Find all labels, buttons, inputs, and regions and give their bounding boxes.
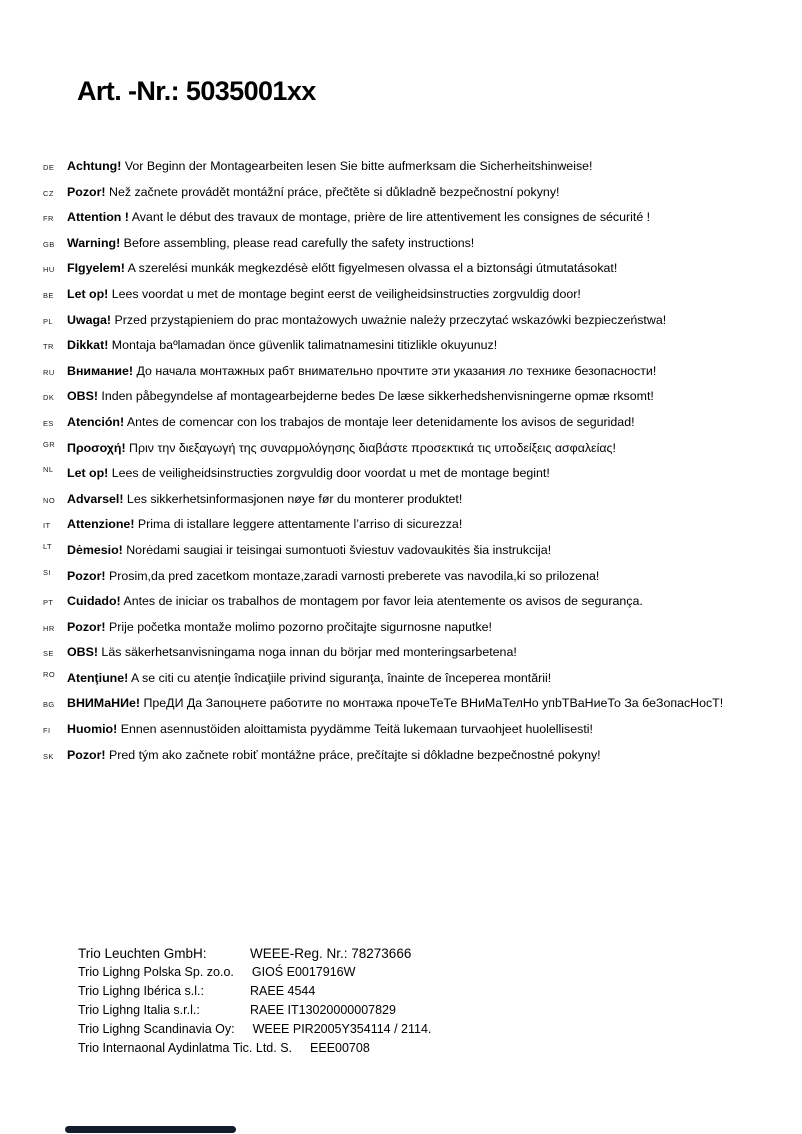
warning-row [0,594,802,620]
warning-text [67,492,462,506]
warning-body-text: Prije početka montaže molimo pozorno pročitajte sigurnosne naputke! [105,619,492,634]
warning-lead-word: Cuidado! [67,594,121,609]
language-code: TR [43,342,54,352]
warning-row [0,415,802,441]
language-code: FR [43,214,54,224]
warning-text [67,389,654,403]
warning-text [67,543,551,557]
footer-bar [65,1126,236,1133]
warning-text [67,338,497,352]
warning-lead-word: Warning! [67,235,121,250]
warning-body-text: Antes de iniciar os trabalhos de montagem por favor leia atentemente os avisos de segurança. [120,594,643,609]
warning-body-text: ПреДИ Да Запоцнете работите по монтажа прочеТеТе ВНиМаТелНо упbТВаНиеТо За беЗопасНосТ! [140,696,724,711]
language-code: ES [43,418,54,428]
company-row [78,982,431,1001]
warning-lead-word: OBS! [67,645,98,660]
company-name: Trio Lighng Polska Sp. zo.o. [78,965,234,979]
language-code: HU [43,265,55,275]
warning-row [0,261,802,287]
warning-lead-word: Pozor! [67,568,106,583]
language-code: LT [43,541,52,551]
warning-body-text: Avant le début des travaux de montage, prière de lire attentivement les consignes de sécurité ! [128,210,651,225]
warning-row [0,236,802,262]
company-name: Trio Lighng Italia s.r.l.: [78,1003,200,1017]
warning-body-text: Antes de comencar con los trabajos de montaje leer detenidamente los avisos de seguridad! [124,414,635,429]
warning-body-text: Norėdami saugiai ir teisingai sumontuoti šviestuv vadovaukitės šia instrukcija! [122,542,552,557]
company-row [78,1001,431,1020]
language-code: DK [43,393,55,403]
warning-lead-word: Let op! [67,466,109,481]
warning-row [0,287,802,313]
warning-body-text: Les sikkerhetsinformasjonen nøye før du monterer produktet! [123,491,463,506]
warning-row [0,159,802,185]
warning-row [0,620,802,646]
warning-text [67,645,517,659]
warning-row [0,364,802,390]
warning-body-text: До начала монтажных рабт внимательно прочтите эти указания ло технике безопасности! [133,363,657,378]
warning-row [0,185,802,211]
language-code: RU [43,367,55,377]
language-code: GR [43,439,56,449]
warning-body-text: Prima di istallare leggere attentamente l’arriso di sicurezza! [134,517,463,532]
registration-number: EEE00708 [310,1041,370,1055]
company-registration-block [78,944,431,1058]
language-code: BG [43,700,55,710]
warning-body-text: Läs säkerhetsanvisningama noga innan du börjar med monteringsarbetena! [97,645,517,660]
language-code: SK [43,751,54,761]
warning-body-text: A szerelési munkák megkezdésè előtt figyelmesen olvassa el a biztonsági útmutatásokat! [124,261,618,276]
warning-lead-word: OBS! [67,389,98,404]
warning-row [0,389,802,415]
warning-text [67,722,593,736]
warning-body-text: Lees voordat u met de montage begint eerst de veiligheidsinstructies zorgvuldig door! [108,286,581,301]
warning-text [67,466,550,480]
warning-text [67,210,650,224]
warning-text [67,364,656,378]
warning-text [67,159,593,173]
warning-lead-word: Atenţiune! [67,670,129,685]
company-row [78,1039,431,1058]
company-row [78,963,431,982]
warning-lead-word: Pozor! [67,619,106,634]
warning-text [67,569,599,583]
language-code: HR [43,623,55,633]
warning-text [67,748,601,762]
warning-body-text: A se citi cu atenţie îndicaţiile privind siguranţa, înainte de începerea montării! [128,670,552,685]
warning-text [67,236,474,250]
warning-row [0,569,802,595]
warning-lead-word: Uwaga! [67,312,112,327]
company-name: Trio Leuchten GmbH: [78,946,207,961]
warning-text [67,517,462,531]
warning-row [0,645,802,671]
warning-row [0,748,802,774]
warning-text [67,185,559,199]
warning-row [0,466,802,492]
warning-body-text: Ennen asennustöiden aloittamista pyydämme Teitä lukemaan turvaohjeet huolellisesti! [117,722,593,737]
company-name: Trio Lighng Scandinavia Oy: [78,1022,235,1036]
language-code: GB [43,239,55,249]
warning-body-text: Πριν την διεξαγωγή της συναρμολόγησης διαβάστε προσεκτικά τις υποδείξεις ασφαλείας! [125,440,616,455]
warning-row [0,492,802,518]
warning-lead-word: Dėmesio! [67,542,123,557]
language-code: PL [43,316,53,326]
registration-number: WEEE PIR2005Y354114 / 2114. [252,1022,432,1036]
language-code: IT [43,521,51,531]
warning-row [0,517,802,543]
warning-body-text: Montaja baºlamadan önce güvenlik talimatnamesini titizlikle okuyunuz! [108,338,498,353]
warning-row [0,722,802,748]
company-name: Trio Internaonal Aydinlatma Tic. Ltd. S. [78,1041,293,1055]
registration-number: WEEE-Reg. Nr.: 78273666 [250,946,412,961]
warning-list [0,159,802,773]
warning-lead-word: Внимание! [67,363,134,378]
warning-text [67,287,581,301]
warning-lead-word: Pozor! [67,184,106,199]
warning-text [67,415,635,429]
warning-lead-word: Advarsel! [67,491,124,506]
warning-text [67,696,723,710]
warning-row [0,313,802,339]
warning-lead-word: Προσοχή! [67,440,126,455]
warning-text [67,313,666,327]
warning-body-text: Before assembling, please read carefully the safety instructions! [120,235,475,250]
language-code: SE [43,649,54,659]
warning-body-text: Lees de veiligheidsinstructies zorgvuldig door voordat u met de montage begint! [108,466,550,481]
article-number-title: Art. -Nr.: 5035001xx [77,76,316,106]
warning-body-text: Prosim,da pred zacetkom montaze,zaradi varnosti preberete vas navodila,ki so prilozena! [105,568,600,583]
warning-row [0,210,802,236]
warning-lead-word: Pozor! [67,747,106,762]
language-code: BE [43,290,54,300]
company-row [78,944,431,963]
warning-row [0,441,802,467]
warning-lead-word: Huomio! [67,722,118,737]
language-code: PT [43,598,54,608]
warning-row [0,543,802,569]
language-code: CZ [43,188,54,198]
warning-text [67,441,616,455]
language-code: FI [43,726,51,736]
warning-lead-word: Dikkat! [67,338,109,353]
warning-lead-word: Attention ! [67,210,129,225]
warning-lead-word: Achtung! [67,159,122,173]
warning-text [67,261,617,275]
language-code: RO [43,669,56,679]
company-name: Trio Lighng Ibérica s.l.: [78,984,204,998]
warning-row [0,696,802,722]
warning-lead-word: Atención! [67,414,125,429]
warning-row [0,338,802,364]
warning-lead-word: ВНИМаНИе! [67,696,141,711]
registration-number: RAEE IT13020000007829 [250,1003,396,1017]
warning-text [67,594,643,608]
company-row [78,1020,431,1039]
warning-body-text: Pred tým ako začnete robiť montážne práce, prečítajte si dôkladne bezpečnostné pokyny! [105,747,601,762]
registration-number: RAEE 4544 [250,984,316,998]
language-code: DE [43,163,55,172]
warning-text [67,620,492,634]
warning-lead-word: Let op! [67,286,109,301]
language-code: SI [43,567,51,577]
warning-body-text: Inden påbegyndelse af montagearbejderne bedes De læse sikkerhedshenvisningerne opmæ rksomt! [97,389,654,404]
warning-body-text: Vor Beginn der Montagearbeiten lesen Sie bitte aufmerksam die Sicherheitshinweise! [121,159,593,173]
warning-lead-word: FIgyelem! [67,261,125,276]
registration-number: GIOŚ E0017916W [251,965,356,979]
warning-body-text: Než začnete provádět montážní práce, přečtěte si důkladně bezpečnostní pokyny! [105,184,560,199]
warning-text [67,671,551,685]
warning-body-text: Przed przystąpieniem do prac montażowych uważnie należy przeczytać wskazówki bezpieczeństwa! [111,312,667,327]
language-code: NL [43,465,54,475]
language-code: NO [43,495,56,505]
warning-lead-word: Attenzione! [67,517,135,532]
warning-row [0,671,802,697]
